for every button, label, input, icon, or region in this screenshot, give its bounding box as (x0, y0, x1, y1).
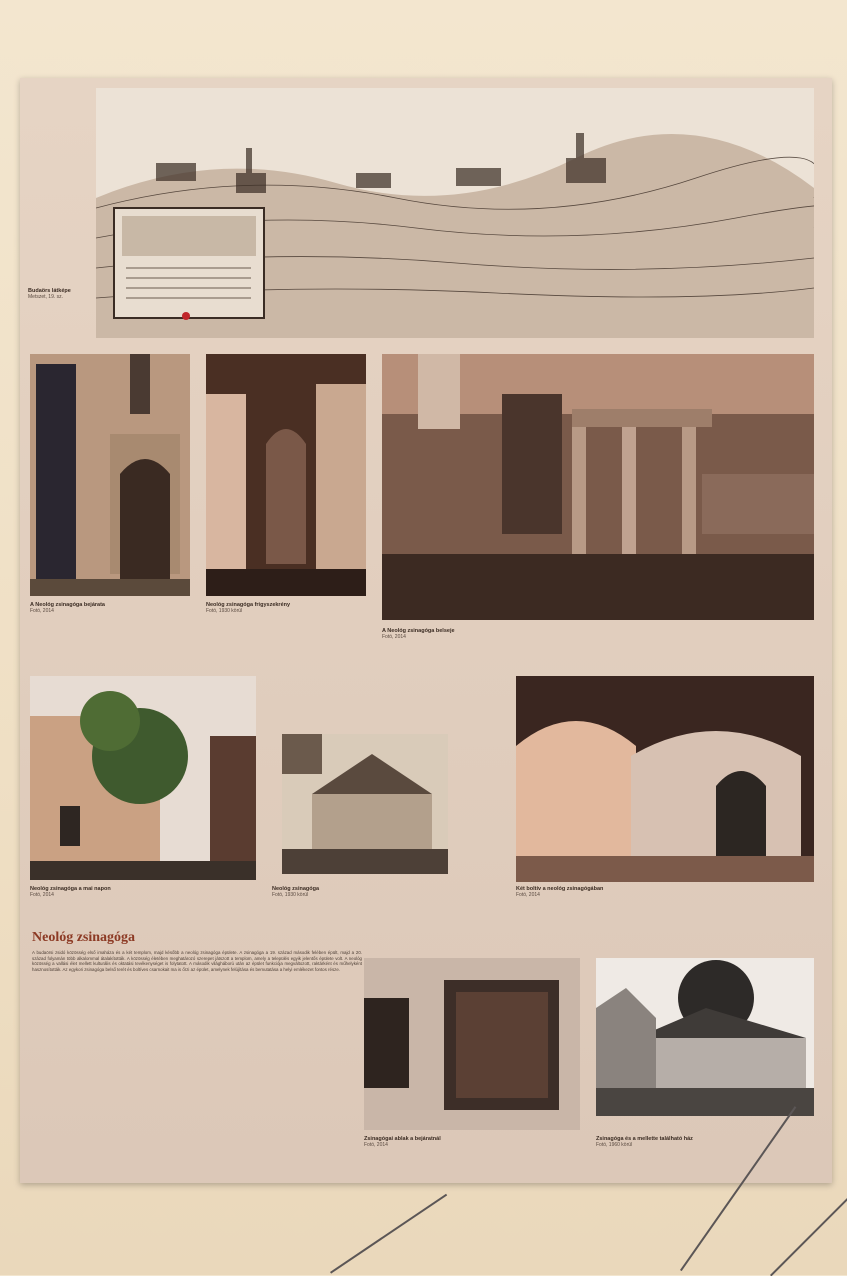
exhibition-panel (20, 78, 832, 1183)
town-engraving (96, 88, 814, 338)
engraving-caption: Budaörs látképe Metszet, 19. sz. (28, 288, 71, 300)
photo-altar (206, 354, 366, 596)
interior-caption: A Neológ zsinagóga belseje Fotó, 2014 (382, 628, 455, 640)
house-caption: Zsinagóga és a mellette található ház Fotó, 1960 körül (596, 1136, 693, 1148)
wire (770, 1197, 847, 1276)
photo-exterior (30, 354, 190, 596)
section-heading: Neológ zsinagóga (32, 930, 136, 945)
arches-caption: Két boltív a neológ zsinagógában Fotó, 2014 (516, 886, 604, 898)
exterior-caption: A Neológ zsinagóga bejárata Fotó, 2014 (30, 602, 105, 614)
photo-window (364, 958, 580, 1130)
window-caption: Zsinagógai ablak a bejáratnál Fotó, 2014 (364, 1136, 441, 1148)
photo-street (30, 676, 256, 880)
photo-interior (382, 354, 814, 620)
old-photo-caption: Neológ zsinagóga Fotó, 1930 körül (272, 886, 320, 898)
altar-caption: Neológ zsinagóga frigyszekrény Fotó, 1930 körül (206, 602, 291, 614)
photo-house (596, 958, 814, 1116)
photo-arches (516, 676, 814, 882)
body-text: A budaörsi zsidó közösség első imaháza és a két templom, majd később a neológ zsinagóga épülete. A zsinagóga a 19. század második felében épült, majd a 20. század folyamán több alkalommal átalakították. A közösség életében meghatározó szerepet játszott a templom, amely a település egyik jelentős épülete volt. A neológ közösség a vallási élet mellett kulturális és oktatási tevékenységet is folytatott. A második világháború után az épület funkciója megváltozott, raktárként és műhelyként hasznosították. Az egykori zsinagóga belső terét és boltíves csarnokait ma is őrzi az épület, amelynek felújítása és bemutatása a helyi emlékezet fontos része. (32, 950, 362, 972)
photo-old (282, 734, 448, 874)
wire (330, 1194, 447, 1274)
street-caption: Neológ zsinagóga a mai napon Fotó, 2014 (30, 886, 111, 898)
